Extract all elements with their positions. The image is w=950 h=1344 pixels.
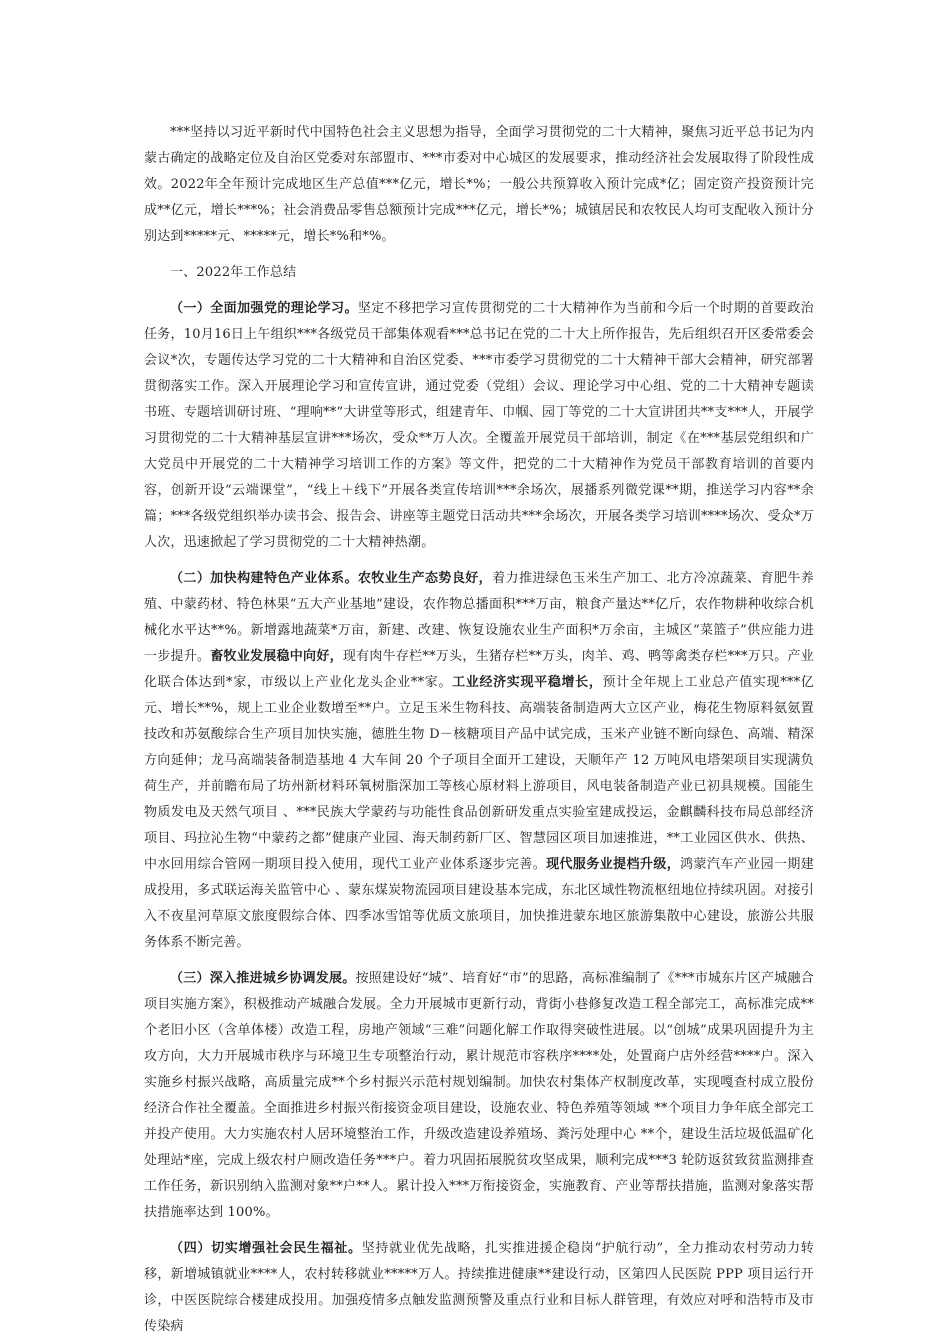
section-4-paragraph xyxy=(144,1236,814,1340)
section-3-title: （三）深入推进城乡协调发展。 xyxy=(170,971,356,986)
section-heading-text: 一、2022年工作总结 xyxy=(170,265,297,280)
section-4-title: （四）切实增强社会民生福祉。 xyxy=(170,1241,362,1256)
section-3-body: 按照建设好“城”、培育好“市”的思路，高标准编制了《***市城东片区产城融合项目实施方案》，积极推动产城融合发展。全力开展城市更新行动，背街小巷修复改造工程全部完工，高标准完成**个老旧小区（含单体楼）改造工程，房地产领域“三难”问题化解工作取得突破性进展。以“创城”成果巩固提升为主攻方向，大力开展城市秩序与环境卫生专项整治行动，累计规范市容秩序****处，处置商户店外经营****户。深入实施乡村振兴战略，高质量完成**个乡村振兴示范村规划编制。加快农村集体产权制度改革，实现嘎查村成立股份经济合作社全覆盖。全面推进乡村振兴衔接资金项目建设，设施农业、特色养殖等领域 **个项目力争年底全部完工并投产使用。大力实施农村人居环境整治工作，升级改造建设养殖场、粪污处理中心 **个，建设生活垃圾低温矿化处理站*座，完成上级农村户厕改造任务***户。着力巩固拓展脱贫攻坚成果，顺利完成***3 轮防返贫致贫监测排查工作任务，新识别纳入监测对象**户**人。累计投入***万衔接资金，实施教育、产业等帮扶措施，监测对象落实帮扶措施率达到 100%。 xyxy=(144,971,814,1220)
section-2-sub-industry: 工业经济实现平稳增长， xyxy=(452,675,603,690)
section-4-body: 坚持就业优先战略，扎实推进援企稳岗“护航行动”，全力推动农村劳动力转移，新增城镇就业****人，农村转移就业*****万人。持续推进健康**建设行动，区第四人民医院 PPP 项目运行开诊，中医医院综合楼建成投用。加强疫情多点触发监测预警及重点行业和目标人群管理，有效应对呼和浩特市及市传染病 xyxy=(144,1241,814,1334)
section-2-sub-livestock: 畜牧业发展稳中向好， xyxy=(210,649,343,664)
section-2-body-agriculture: 着力推进绿色玉米生产加工、北方冷凉蔬菜、育肥牛养殖、中蒙药材、特色林果“五大产业基地”建设，农作物总播面积***万亩，粮食产量达**亿斤，农作物耕种收综合机械化水平达**%。新增露地蔬菜*万亩，新建、改建、恢复设施农业生产面积*万余亩，主城区“菜篮子”供应能力进一步提升。 xyxy=(144,571,814,664)
intro-text: ***坚持以习近平新时代中国特色社会主义思想为指导，全面学习贯彻党的二十大精神，聚焦习近平总书记为内蒙古确定的战略定位及自治区党委对东部盟市、***市委对中心城区的发展要求，推动经济社会发展取得了阶段性成效。2022年全年预计完成地区生产总值***亿元，增长*%；一般公共预算收入预计完成*亿；固定资产投资预计完成**亿元，增长***%；社会消费品零售总额预计完成***亿元，增长*%；城镇居民和农牧民人均可支配收入预计分别达到*****元、*****元，增长*%和*%。 xyxy=(144,125,814,244)
section-2-paragraph xyxy=(144,566,814,956)
section-2-title: （二）加快构建特色产业体系。 xyxy=(170,571,358,586)
section-2-sub-services: 现代服务业提档升级， xyxy=(546,857,681,872)
section-2-body-services: 鸿蒙汽车产业园一期建成投用，多式联运海关监管中心 、蒙东煤炭物流园项目建设基本完成，东北区域性物流枢纽地位持续巩固。对接引入不夜星河草原文旅度假综合体、四季冰雪馆等优质文旅项目，加快推进蒙东地区旅游集散中心建设，旅游公共服务体系不断完善。 xyxy=(144,857,814,950)
section-1-paragraph xyxy=(144,296,814,556)
section-3-paragraph xyxy=(144,966,814,1226)
section-2-body-industry: 预计全年规上工业总产值实现***亿元、增长**%，规上工业企业数增至**户。立足玉米生物科技、高端装备制造两大立区产业，梅花生物原料氨氨置技改和苏氨酸综合生产项目加快实施，德胜生物 D－核糖项目产品中试完成，玉米产业链不断向绿色、高端、精深方向延伸；龙马高端装备制造基地 4 大车间 20 个子项目全面开工建设，天顺年产 12 万吨风电塔架项目实现满负荷生产，并前瞻布局了坊州新材料环氧树脂深加工等核心原材料上游项目，风电装备制造产业已初具规模。国能生物质发电及天然气项目 、***民族大学蒙药与功能性食品创新研发重点实验室建成投运，金麒麟科技布局总部经济项目、玛拉沁生物“中蒙药之都”健康产业园、海天制药新厂区、智慧园区项目加速推进，**工业园区供水、供热、中水回用综合管网一期项目投入使用，现代工业产业体系逐步完善。 xyxy=(144,675,814,872)
section-2-body-livestock: 现有肉牛存栏**万头，生猪存栏**万头，肉羊、鸡、鸭等禽类存栏***万只。产业化联合体达到*家，市级以上产业化龙头企业**家。 xyxy=(144,649,814,690)
section-1-title: （一）全面加强党的理论学习。 xyxy=(170,301,358,316)
section-2-sub-agriculture: 农牧业生产态势良好， xyxy=(357,571,493,586)
section-heading xyxy=(144,260,814,286)
section-1-body: 坚定不移把学习宣传贯彻党的二十大精神作为当前和今后一个时期的首要政治任务，10月16日上午组织***各级党员干部集体观看***总书记在党的二十大上所作报告，先后组织召开区委常委会会议*次，专题传达学习党的二十大精神和自治区党委、***市委学习贯彻党的二十大精神干部大会精神，研究部署贯彻落实工作。深入开展理论学习和宣传宣讲，通过党委（党组）会议、理论学习中心组、党的二十大精神专题读书班、专题培训研讨班、“理响**”大讲堂等形式，组建青年、巾帼、园丁等党的二十大宣讲团共**支***人，开展学习贯彻党的二十大精神基层宣讲***场次，受众**万人次。全覆盖开展党员干部培训，制定《在***基层党组织和广大党员中开展党的二十大精神学习培训工作的方案》等文件，把党的二十大精神作为党员干部教育培训的首要内容，创新开设“云端课堂”，“线上＋线下”开展各类宣传培训***余场次，展播系列微党课**期，推送学习内容**余篇；***各级党组织举办读书会、报告会、讲座等主题党日活动共***余场次，开展各类学习培训****场次、受众*万人次，迅速掀起了学习贯彻党的二十大精神热潮。 xyxy=(144,301,814,550)
document-page xyxy=(144,120,814,1340)
intro-paragraph xyxy=(144,120,814,250)
